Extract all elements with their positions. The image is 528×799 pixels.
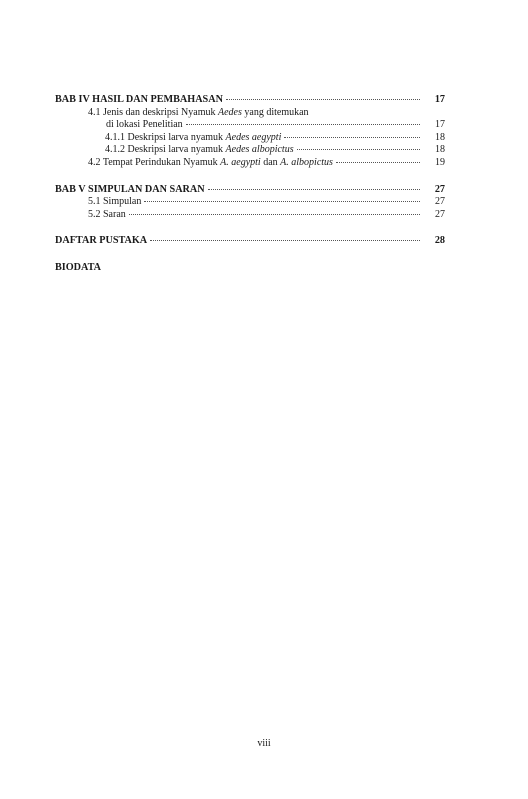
toc-text: 4.1 Jenis dan deskripsi Nyamuk <box>88 106 218 118</box>
toc-entry-page: 19 <box>435 156 445 168</box>
toc-text-italic: Aedes albopictus <box>225 144 294 156</box>
toc-entry-label <box>105 132 281 145</box>
dot-leader <box>150 240 420 241</box>
toc-entry-label: DAFTAR PUSTAKA <box>55 235 148 247</box>
toc-entry-daftar-pustaka <box>55 235 445 248</box>
toc-entry-page: 28 <box>434 235 445 247</box>
toc-text-italic: A. aegypti <box>220 156 261 168</box>
dot-leader <box>284 137 420 138</box>
toc-text: dan <box>260 156 281 168</box>
toc-entry-label: di lokasi Penelitian <box>106 119 183 131</box>
toc-entry-biodata <box>55 262 445 275</box>
dot-leader <box>144 201 420 202</box>
dot-leader <box>297 149 420 150</box>
toc-text: yang ditemukan <box>241 106 309 118</box>
toc-entry-4-1-2 <box>55 144 445 157</box>
toc-entry-label: BAB V SIMPULAN DAN SARAN <box>55 183 205 195</box>
toc-entry-5-1 <box>55 196 445 209</box>
toc-entry-label: 5.1 Simpulan <box>88 196 142 208</box>
toc-entry-bab-4 <box>55 94 445 107</box>
toc-entry-4-1-line2 <box>55 119 445 132</box>
dot-leader <box>226 99 420 100</box>
toc-entry-label: BAB IV HASIL DAN PEMBAHASAN <box>55 94 223 105</box>
toc-entry-label: BIODATA <box>55 261 102 273</box>
dot-leader <box>186 124 420 125</box>
dot-leader <box>208 189 420 190</box>
toc-entry-page: 18 <box>435 144 445 156</box>
toc-text-italic: Aedes aegypti <box>225 131 282 143</box>
toc-entry-4-2 <box>55 157 445 170</box>
toc-entry-page: 17 <box>435 119 445 131</box>
toc-text: 4.2 Tempat Perindukan Nyamuk <box>88 156 221 168</box>
toc-entry-label <box>105 144 294 157</box>
table-of-contents <box>55 94 445 275</box>
toc-entry-4-1-line1 <box>55 107 445 120</box>
spacer <box>55 221 445 235</box>
toc-text-italic: Aedes <box>218 106 242 118</box>
spacer <box>55 248 445 262</box>
page-number: viii <box>257 738 271 749</box>
toc-text: 4.1.1 Deskripsi larva nyamuk <box>105 131 226 143</box>
dot-leader <box>336 162 420 163</box>
dot-leader <box>129 214 420 215</box>
toc-entry-4-1-1 <box>55 132 445 145</box>
toc-text-italic: A. albopictus <box>280 156 333 168</box>
toc-entry-5-2 <box>55 209 445 222</box>
toc-entry-bab-5 <box>55 184 445 197</box>
toc-text: 4.1.2 Deskripsi larva nyamuk <box>105 144 226 156</box>
toc-entry-label <box>88 157 333 170</box>
toc-entry-page: 27 <box>435 196 445 208</box>
toc-entry-label: 5.2 Saran <box>88 208 126 220</box>
toc-entry-page: 18 <box>435 131 445 143</box>
toc-entry-page: 27 <box>434 183 445 195</box>
toc-entry-label <box>88 107 309 120</box>
toc-entry-page: 17 <box>434 94 445 105</box>
spacer <box>55 170 445 184</box>
toc-entry-page: 27 <box>435 208 445 220</box>
